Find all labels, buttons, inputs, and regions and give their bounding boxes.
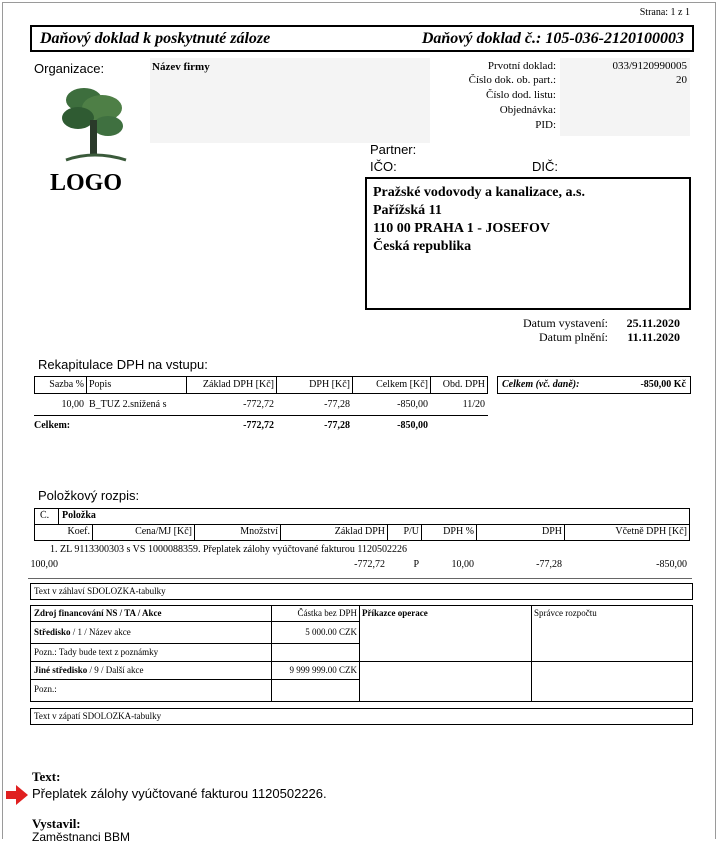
items-table	[34, 508, 690, 542]
items-header: DPH	[541, 526, 562, 537]
doc-info-label: Prvotní doklad:	[487, 60, 556, 72]
sdol-table	[30, 605, 693, 702]
sdol-col-head: Částka bez DPH	[297, 608, 357, 618]
item-cell: 100,00	[30, 559, 58, 570]
grand-total-value: -850,00 Kč	[640, 379, 686, 390]
vat-header: Popis	[89, 379, 112, 390]
sdol-row-value: 9 999 999.00 CZK	[289, 665, 357, 675]
issued-label: Vystavil:	[32, 816, 81, 831]
sdol-row-label: Jiné středisko / 9 / Další akce	[34, 665, 144, 675]
doc-info-value: 033/9120990005	[612, 60, 687, 72]
items-header: Základ DPH	[334, 526, 385, 537]
items-header: Č.	[40, 510, 50, 521]
vat-total: -772,72	[243, 420, 274, 431]
sdol-row-note: Pozn.: Tady bude text z poznámky	[34, 647, 159, 657]
text-body: Přeplatek zálohy vyúčtované fakturou 1120502226.	[32, 786, 327, 801]
vat-cell: 11/20	[462, 399, 485, 410]
vat-cell: 10,00	[61, 399, 84, 410]
item-description: 1. ZL 9113300303 s VS 1000088359. Přeplatek zálohy vyúčtované fakturou 1120502226	[50, 544, 407, 555]
org-label: Organizace:	[34, 61, 105, 76]
vat-cell: B_TUZ 2.snížená s	[89, 399, 167, 410]
document-header	[30, 25, 694, 52]
sdol-row-note: Pozn.:	[34, 684, 57, 694]
sdol-footer-box	[30, 708, 693, 725]
header-title-right: Daňový doklad č.: 105-036-2120100003	[421, 30, 684, 47]
doc-info-label: PID:	[535, 119, 556, 131]
items-header: DPH %	[443, 526, 474, 537]
text-label: Text:	[32, 769, 61, 784]
vat-cell: -772,72	[243, 399, 274, 410]
arrow-right-icon	[6, 785, 28, 805]
item-cell: 10,00	[451, 559, 474, 570]
items-header: Cena/MJ [Kč]	[135, 526, 192, 537]
vat-summary-title: Rekapitulace DPH na vstupu:	[38, 357, 208, 372]
items-title: Položkový rozpis:	[38, 488, 140, 503]
sdol-header: Text v záhlaví SDOLOZKA-tabulky	[34, 586, 166, 596]
sdol-header-box	[30, 583, 693, 600]
vat-header: DPH [Kč]	[309, 379, 350, 390]
partner-line: Pařížská 11	[373, 203, 442, 218]
dic-label: DIČ:	[532, 159, 558, 174]
doc-info-label: Číslo dod. listu:	[486, 89, 556, 101]
date-supply-value: 11.11.2020	[627, 330, 680, 344]
grand-total-label: Celkem (vč. daně):	[502, 379, 580, 390]
item-cell: -850,00	[656, 559, 687, 570]
vat-cell: -77,28	[324, 399, 350, 410]
tree-icon	[46, 80, 142, 170]
partner-line: Česká republika	[373, 239, 472, 254]
vat-total-label: Celkem:	[34, 420, 71, 431]
logo	[46, 80, 142, 200]
grand-total-box	[497, 376, 691, 394]
vat-header: Základ DPH [Kč]	[202, 379, 274, 390]
org-name: Název firmy	[152, 61, 210, 73]
sdol-col-head: Příkazce operace	[362, 608, 428, 618]
vat-cell: -850,00	[397, 399, 428, 410]
item-cell: -772,72	[354, 559, 385, 570]
header-title-left: Daňový doklad k poskytnuté záloze	[40, 30, 271, 47]
date-issued-label: Datum vystavení:	[523, 316, 608, 330]
date-supply-label: Datum plnění:	[539, 330, 608, 344]
partner-address-box	[365, 177, 691, 310]
partner-label: Partner:	[370, 142, 417, 157]
sdol-col-head: Zdroj financování NS / TA / Akce	[34, 608, 162, 618]
date-issued-value: 25.11.2020	[626, 316, 680, 330]
sdol-footer: Text v zápatí SDOLOZKA-tabulky	[34, 711, 162, 721]
issued-name: Zaměstnanci BBM	[32, 830, 131, 844]
sdol-row-label: Středisko / 1 / Název akce	[34, 627, 131, 637]
items-header: Koef.	[67, 526, 90, 537]
doc-info-label: Číslo dok. ob. part.:	[468, 74, 556, 86]
vat-header: Obd. DPH	[442, 379, 485, 390]
doc-info-value: 20	[676, 74, 687, 86]
vat-total: -77,28	[324, 420, 350, 431]
page-number: Strana: 1 z 1	[639, 7, 690, 18]
items-header: Položka	[62, 510, 96, 521]
vat-header: Celkem [Kč]	[376, 379, 428, 390]
sdol-col-head: Správce rozpočtu	[534, 608, 597, 618]
items-header: P/U	[403, 526, 419, 537]
item-cell: -77,28	[536, 559, 562, 570]
partner-line: 110 00 PRAHA 1 - JOSEFOV	[373, 221, 550, 236]
items-header: Množství	[240, 526, 278, 537]
item-cell: P	[413, 559, 419, 570]
doc-info-label: Objednávka:	[499, 104, 556, 116]
sdol-row-value: 5 000.00 CZK	[305, 627, 357, 637]
logo-text: LOGO	[50, 170, 123, 196]
vat-header: Sazba %	[49, 379, 84, 390]
items-header: Včetně DPH [Kč]	[615, 526, 687, 537]
vat-summary-table	[34, 376, 488, 416]
vat-total: -850,00	[397, 420, 428, 431]
ico-label: IČO:	[370, 159, 397, 174]
partner-line: Pražské vodovody a kanalizace, a.s.	[373, 185, 585, 200]
